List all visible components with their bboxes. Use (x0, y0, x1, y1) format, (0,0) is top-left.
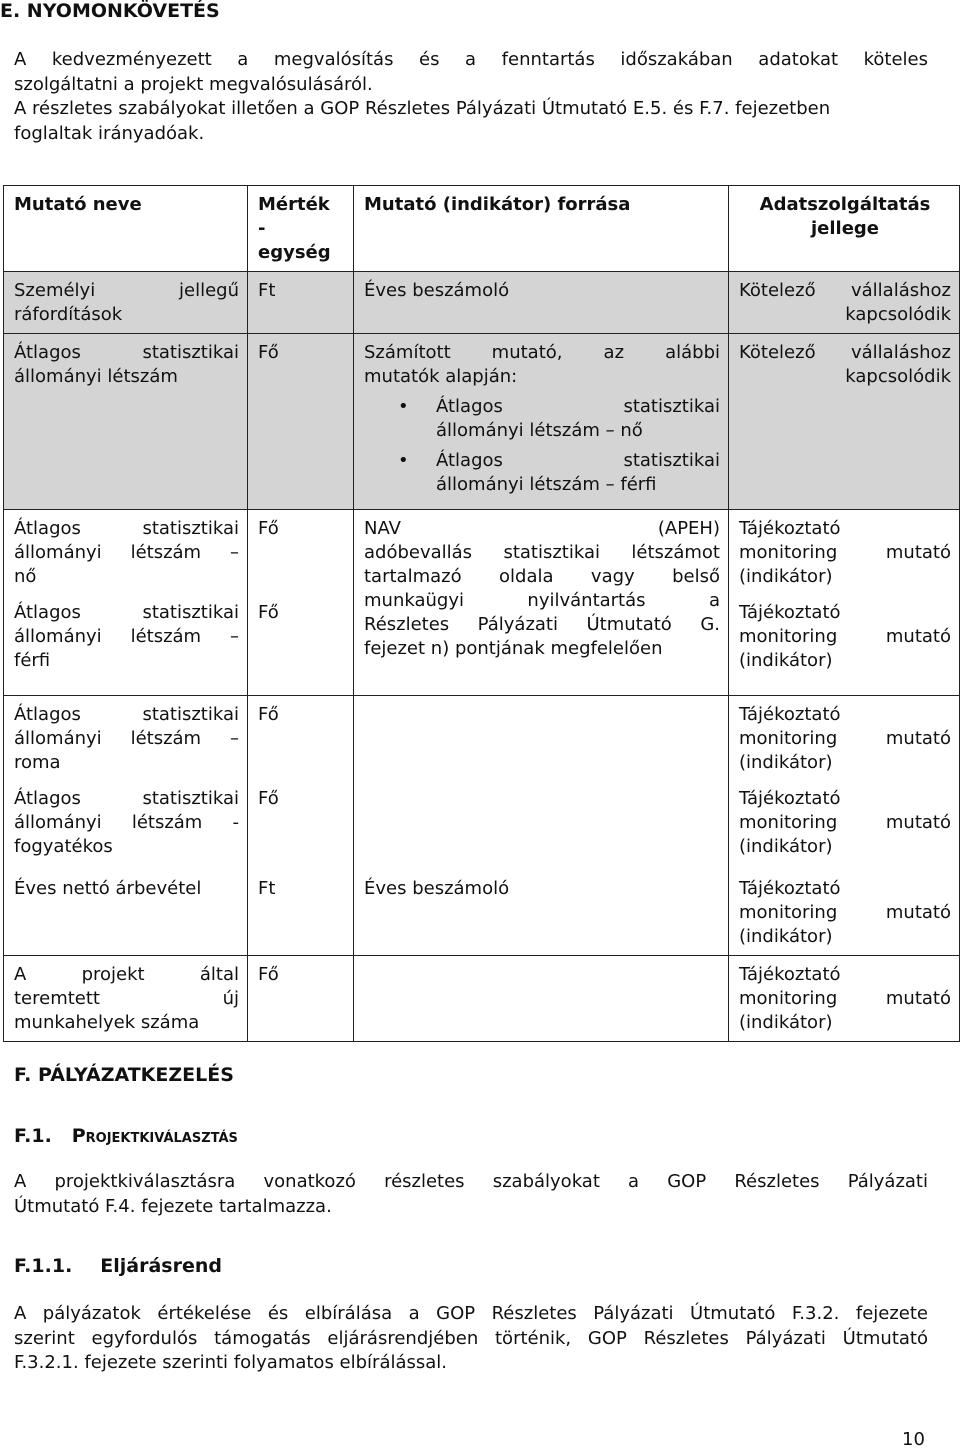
paragraph-f1 (14, 1170, 928, 1219)
table-row (4, 696, 960, 871)
page-number: 10 (902, 1429, 925, 1450)
paragraph-line: A projektkiválasztásra vonatkozó részletes szabályokat a GOP Részletes Pályázati (14, 1171, 928, 1192)
cell-type: Tájékoztató monitoring mutató (indikátor) Tájékoztató monitoring mutató (indikátor) (729, 510, 960, 696)
paragraph-line: F.3.2.1. fejezete szerinti folyamatos elbírálással. (14, 1352, 448, 1373)
cell-type: Tájékoztató monitoring mutató (indikátor) (729, 956, 960, 1042)
cell-name: Átlagos statisztikai állományi létszám – roma Átlagos statisztikai állományi létszám - fogyatékos (4, 696, 248, 871)
table-row (4, 334, 960, 510)
paragraph-line: A pályázatok értékelése és elbírálása a GOP Részletes Pályázati Útmutató F.3.2. fejezete (14, 1303, 928, 1324)
paragraph-f11 (14, 1302, 928, 1376)
cell-name: Átlagos statisztikai állományi létszám (4, 334, 248, 510)
table-row (4, 870, 960, 956)
cell-unit: Fő Fő (248, 696, 354, 871)
source-bullet-list (364, 395, 720, 497)
cell-unit: Fő Fő (248, 510, 354, 696)
paragraph-line: Útmutató F.4. fejezete tartalmazza. (14, 1195, 332, 1217)
cell-unit: Fő (248, 334, 354, 510)
table-row (4, 272, 960, 334)
cell-type: Tájékoztató monitoring mutató (indikátor) (729, 870, 960, 956)
indicator-table (3, 185, 960, 1042)
list-item: • Átlagos statisztikai állományi létszám – nő (436, 395, 720, 443)
cell-type: Kötelező vállaláshoz kapcsolódik (729, 334, 960, 510)
section-heading-f1: F.1. Projektkiválasztás (14, 1125, 238, 1147)
cell-source: Éves beszámoló (354, 870, 729, 956)
list-item: • Átlagos statisztikai állományi létszám – férfi (436, 449, 720, 497)
intro-line: A részletes szabályokat illetően a GOP Részletes Pályázati Útmutató E.5. és F.7. fejezetben (14, 98, 831, 119)
header-unit: Mérték - egység (248, 186, 354, 272)
section-heading-f11: F.1.1. Eljárásrend (14, 1255, 222, 1277)
intro-line: A kedvezményezett a megvalósítás és a fenntartás időszakában adatokat köteles (14, 49, 928, 70)
paragraph-line: szerint egyfordulós támogatás eljárásrendjében történik, GOP Részletes Pályázati Útmutató (14, 1327, 928, 1349)
cell-source: NAV (APEH) adóbevallás statisztikai létszámot tartalmazó oldala vagy belső munkaügyi nyilvántartás a Részletes Pályázati Útmutató G. fejezet n) pontjának megfelelően (354, 510, 729, 696)
cell-source: Éves beszámoló (354, 272, 729, 334)
header-name: Mutató neve (4, 186, 248, 272)
cell-source: Számított mutató, az alábbi mutatók alapján: • Átlagos statisztikai állományi létszám – nő • Átlagos statisztikai állományi létszám – férfi (354, 334, 729, 510)
cell-type: Kötelező vállaláshoz kapcsolódik (729, 272, 960, 334)
section-heading-f: F. PÁLYÁZATKEZELÉS (14, 1064, 234, 1086)
cell-unit: Fő (248, 956, 354, 1042)
cell-source (354, 696, 729, 871)
cell-name: A projekt által teremtett új munkahelyek száma (4, 956, 248, 1042)
cell-name: Éves nettó árbevétel (4, 870, 248, 956)
section-heading-e: E. NYOMONKÖVETÉS (0, 0, 220, 22)
cell-name: Személyi jellegű ráfordítások (4, 272, 248, 334)
table-row (4, 956, 960, 1042)
table-header-row (4, 186, 960, 272)
cell-type: Tájékoztató monitoring mutató (indikátor) Tájékoztató monitoring mutató (indikátor) (729, 696, 960, 871)
cell-name: Átlagos statisztikai állományi létszám – nő Átlagos statisztikai állományi létszám – férfi (4, 510, 248, 696)
header-type: Adatszolgáltatás jellege (729, 186, 960, 272)
cell-source (354, 956, 729, 1042)
cell-unit: Ft (248, 870, 354, 956)
header-source: Mutató (indikátor) forrása (354, 186, 729, 272)
cell-unit: Ft (248, 272, 354, 334)
intro-line: szolgáltatni a projekt megvalósulásáról. (14, 73, 373, 95)
intro-line: foglaltak irányadóak. (14, 122, 205, 144)
intro-paragraph (14, 48, 928, 146)
table-row (4, 510, 960, 696)
